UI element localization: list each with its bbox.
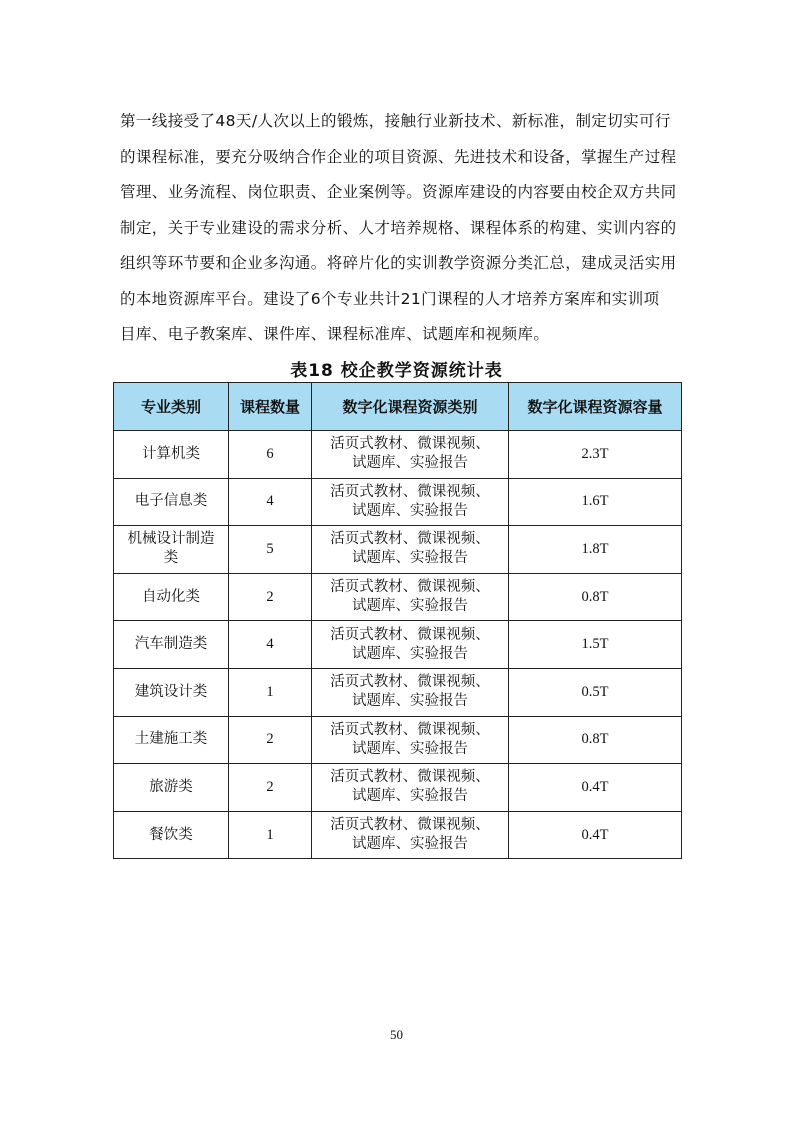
- header-resource-capacity: 数字化课程资源容量: [509, 383, 682, 431]
- resource-statistics-table: [113, 382, 682, 859]
- cell-course-count: 2: [229, 573, 312, 621]
- resource-type-line: 活页式教材、微课视频、: [330, 626, 490, 643]
- resource-type-line: 活页式教材、微课视频、: [330, 817, 490, 834]
- cell-capacity: 2.3T: [509, 431, 682, 479]
- body-paragraph: [120, 104, 686, 353]
- table-row: [114, 573, 682, 621]
- cell-category: 餐饮类: [114, 811, 229, 859]
- table-row: [114, 621, 682, 669]
- page-number: 50: [390, 1027, 403, 1042]
- header-category: 专业类别: [114, 383, 229, 431]
- paragraph-line: 制定，关于专业建设的需求分析、人才培养规格、课程体系的构建、实训内容的: [120, 218, 677, 237]
- cell-course-count: 5: [229, 526, 312, 574]
- resource-type-line: 试题库、实验报告: [352, 598, 468, 615]
- cell-resource-type: [312, 573, 509, 621]
- cell-capacity: 0.4T: [509, 811, 682, 859]
- cell-course-count: 4: [229, 621, 312, 669]
- cell-category: 电子信息类: [114, 478, 229, 526]
- cell-category: 自动化类: [114, 573, 229, 621]
- table-row: [114, 478, 682, 526]
- resource-type-line: 试题库、实验报告: [352, 455, 468, 472]
- cell-resource-type: [312, 431, 509, 479]
- resource-type-line: 活页式教材、微课视频、: [330, 579, 490, 596]
- resource-type-line: 试题库、实验报告: [352, 550, 468, 567]
- cell-course-count: 1: [229, 811, 312, 859]
- resource-type-line: 试题库、实验报告: [352, 502, 468, 519]
- resource-type-line: 活页式教材、微课视频、: [330, 531, 490, 548]
- cell-category: 计算机类: [114, 431, 229, 479]
- resource-type-line: 活页式教材、微课视频、: [330, 721, 490, 738]
- cell-capacity: 0.8T: [509, 573, 682, 621]
- resource-type-line: 活页式教材、微课视频、: [330, 483, 490, 500]
- table-row: [114, 431, 682, 479]
- cell-resource-type: [312, 668, 509, 716]
- resource-type-line: 试题库、实验报告: [352, 836, 468, 853]
- cell-category: 旅游类: [114, 764, 229, 812]
- cell-category: [114, 526, 229, 574]
- cell-resource-type: [312, 526, 509, 574]
- resource-type-line: 活页式教材、微课视频、: [330, 436, 490, 453]
- resource-type-line: 试题库、实验报告: [352, 645, 468, 662]
- cell-course-count: 4: [229, 478, 312, 526]
- cell-course-count: 2: [229, 716, 312, 764]
- table-title: 表18 校企教学资源统计表: [290, 361, 503, 381]
- cell-category: 建筑设计类: [114, 668, 229, 716]
- cell-capacity: 1.6T: [509, 478, 682, 526]
- resource-type-line: 试题库、实验报告: [352, 740, 468, 757]
- resource-type-line: 试题库、实验报告: [352, 788, 468, 805]
- cell-resource-type: [312, 764, 509, 812]
- resource-type-line: 试题库、实验报告: [352, 693, 468, 710]
- table-row: [114, 811, 682, 859]
- cell-category: 汽车制造类: [114, 621, 229, 669]
- cell-resource-type: [312, 621, 509, 669]
- resource-type-line: 活页式教材、微课视频、: [330, 674, 490, 691]
- paragraph-line: 组织等环节要和企业多沟通。将碎片化的实训教学资源分类汇总，建成灵活实用: [120, 254, 677, 272]
- header-course-count: 课程数量: [229, 383, 312, 431]
- resource-type-line: 活页式教材、微课视频、: [330, 769, 490, 786]
- table-row: [114, 668, 682, 716]
- cell-capacity: 0.5T: [509, 668, 682, 716]
- cell-capacity: 0.4T: [509, 764, 682, 812]
- paragraph-line: 管理、业务流程、岗位职责、企业案例等。资源库建设的内容要由校企双方共同: [120, 183, 677, 201]
- cell-course-count: 1: [229, 668, 312, 716]
- cell-category: 土建施工类: [114, 716, 229, 764]
- category-text: 机械设计制造类: [127, 531, 215, 567]
- table-row: [114, 764, 682, 812]
- table-header-row: [114, 383, 682, 431]
- paragraph-line: 的课程标准，要充分吸纳合作企业的项目资源、先进技术和设备，掌握生产过程: [120, 147, 677, 166]
- paragraph-line: 第一线接受了48天/人次以上的锻炼，接触行业新技术、新标准，制定切实可行: [120, 112, 671, 130]
- cell-capacity: 1.8T: [509, 526, 682, 574]
- cell-resource-type: [312, 478, 509, 526]
- cell-capacity: 0.8T: [509, 716, 682, 764]
- cell-resource-type: [312, 811, 509, 859]
- paragraph-line: 目库、电子教案库、课件库、课程标准库、试题库和视频库。: [120, 325, 550, 343]
- cell-capacity: 1.5T: [509, 621, 682, 669]
- header-resource-type: 数字化课程资源类别: [312, 383, 509, 431]
- table-row: [114, 716, 682, 764]
- table-row: [114, 526, 682, 574]
- cell-resource-type: [312, 716, 509, 764]
- paragraph-line: 的本地资源库平台。建设了6个专业共计21门课程的人才培养方案库和实训项: [120, 289, 660, 308]
- cell-course-count: 6: [229, 431, 312, 479]
- cell-course-count: 2: [229, 764, 312, 812]
